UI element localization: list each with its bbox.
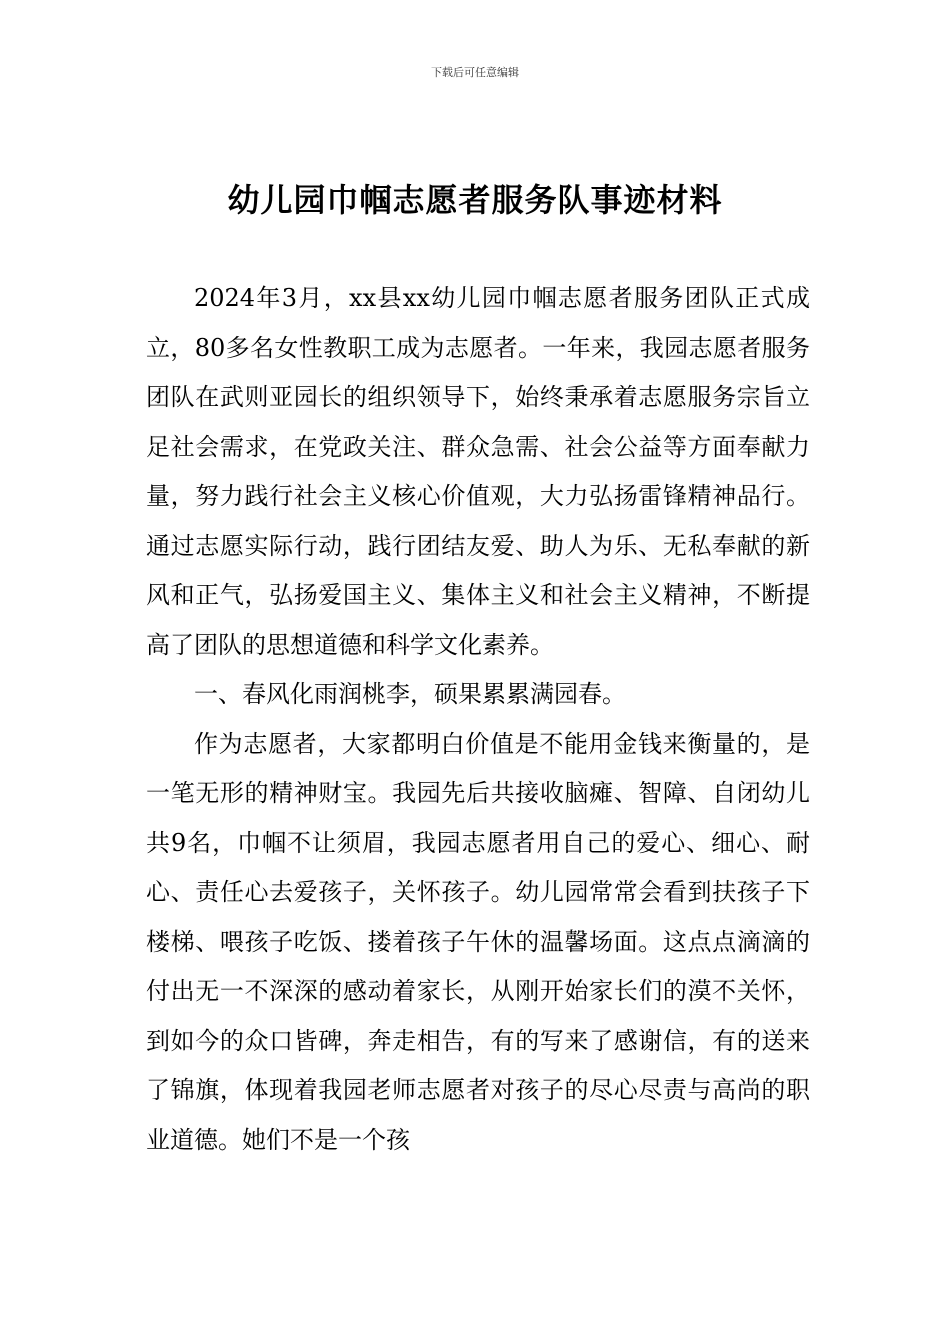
document-title: 幼儿园巾帼志愿者服务队事迹材料 [227, 181, 723, 219]
section-heading-1: 一、春风化雨润桃李，硕果累累满园春。 [194, 680, 626, 708]
page-header-note: 下载后可任意编辑 [431, 66, 519, 79]
paragraph-section-1: 作为志愿者，大家都明白价值是不能用金钱来衡量的，是一笔无形的精神财宝。我园先后共接收脑瘫、智障、自闭幼儿共9名，巾帼不让须眉，我园志愿者用自己的爱心、细心、耐心、责任心去爱孩子，关怀孩子。幼儿园常常会看到扶孩子下楼梯、喂孩子吃饭、搂着孩子午休的温馨场面。这点点滴滴的付出无一不深深的感动着家长，从刚开始家长们的漠不关怀，到如今的众口皆碑，奔走相告，有的写来了感谢信，有的送来了锦旗，体现着我园老师志愿者对孩子的尽心尽责与高尚的职业道德。她们不是一个孩 [146, 729, 810, 1154]
document-body [146, 274, 810, 1165]
paragraph-intro: 2024年3月，xx县xx幼儿园巾帼志愿者服务团队正式成立，80多名女性教职工成为志愿者。一年来，我园志愿者服务团队在武则亚园长的组织领导下，始终秉承着志愿服务宗旨立足社会需求，在党政关注、群众急需、社会公益等方面奉献力量，努力践行社会主义核心价值观，大力弘扬雷锋精神品行。通过志愿实际行动，践行团结友爱、助人为乐、无私奉献的新风和正气，弘扬爱国主义、集体主义和社会主义精神，不断提高了团队的思想道德和科学文化素养。 [146, 284, 810, 659]
